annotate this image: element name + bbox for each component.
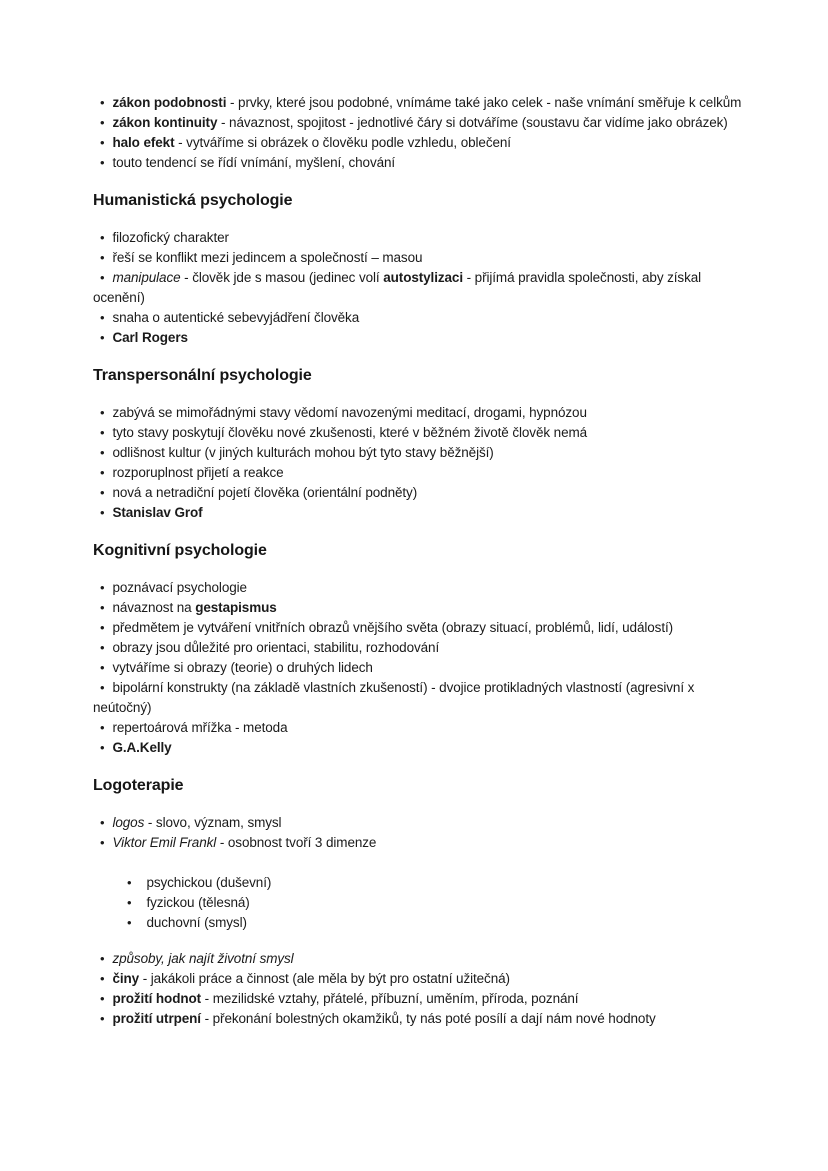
text-segment: - přijímá pravidla společnosti, aby získal ocenění) (93, 270, 702, 305)
bullet-item (93, 268, 754, 308)
bullet-icon: • (127, 915, 132, 930)
text-segment: fyzickou (tělesná) (146, 895, 250, 910)
text-segment: rozporuplnost přijetí a reakce (112, 465, 284, 480)
bullet-icon: • (100, 740, 105, 755)
text-segment: - překonání bolestných okamžiků, ty nás poté posílí a dají nám nové hodnoty (200, 1011, 656, 1026)
bullet-item (93, 503, 754, 523)
bullet-item (93, 93, 754, 113)
bullet-item (93, 133, 754, 153)
text-segment: poznávací psychologie (112, 580, 247, 595)
bullet-list (93, 813, 754, 853)
text-segment: touto tendencí se řídí vnímání, myšlení, chování (112, 155, 396, 170)
bullet-item (93, 578, 754, 598)
bullet-item (93, 678, 754, 718)
bullet-item (93, 328, 754, 348)
text-segment: Carl Rogers (112, 330, 188, 345)
bullet-item (93, 813, 754, 833)
bullet-item (93, 403, 754, 423)
bullet-icon: • (100, 971, 105, 986)
bullet-icon: • (100, 270, 105, 285)
bullet-icon: • (100, 600, 105, 615)
text-segment: repertoárová mřížka - metoda (112, 720, 288, 735)
text-segment: G.A.Kelly (112, 740, 172, 755)
bullet-icon: • (100, 250, 105, 265)
bullet-list (93, 949, 754, 1029)
bullet-list (93, 228, 754, 348)
text-segment: - prvky, které jsou podobné, vnímáme také jako celek - naše vnímání směřuje k celkům (226, 95, 742, 110)
text-segment: - člověk jde s masou (jedinec volí (180, 270, 384, 285)
text-segment: logos (112, 815, 145, 830)
bullet-item (93, 989, 754, 1009)
text-segment: duchovní (smysl) (146, 915, 247, 930)
bullet-item (93, 248, 754, 268)
sub-bullet-list (93, 873, 754, 933)
text-segment: Stanislav Grof (112, 505, 203, 520)
text-segment: obrazy jsou důležité pro orientaci, stabilitu, rozhodování (112, 640, 440, 655)
document-content (93, 93, 754, 1029)
bullet-item (93, 153, 754, 173)
bullet-icon: • (100, 680, 105, 695)
bullet-icon: • (100, 330, 105, 345)
bullet-item (93, 228, 754, 248)
bullet-icon: • (100, 1011, 105, 1026)
section-heading: Kognitivní psychologie (93, 542, 267, 559)
bullet-icon: • (100, 580, 105, 595)
bullet-icon: • (100, 485, 105, 500)
bullet-item (93, 638, 754, 658)
bullet-icon: • (100, 620, 105, 635)
text-segment: - vytváříme si obrázek o člověku podle vzhledu, oblečení (174, 135, 511, 150)
bullet-list (93, 93, 754, 173)
text-segment: návaznost na (112, 600, 196, 615)
text-segment: - mezilidské vztahy, přátelé, příbuzní, uměním, příroda, poznání (201, 991, 579, 1006)
bullet-icon: • (100, 115, 105, 130)
bullet-icon: • (100, 991, 105, 1006)
bullet-icon: • (127, 875, 132, 890)
text-segment: - jakákoli práce a činnost (ale měla by být pro ostatní užitečná) (139, 971, 510, 986)
bullet-icon: • (100, 951, 105, 966)
bullet-icon: • (127, 895, 132, 910)
bullet-item (93, 969, 754, 989)
text-segment: zákon kontinuity (112, 115, 218, 130)
text-segment: činy (112, 971, 140, 986)
text-segment: - slovo, význam, smysl (144, 815, 282, 830)
text-segment: filozofický charakter (112, 230, 229, 245)
bullet-icon: • (100, 835, 105, 850)
bullet-item (93, 1009, 754, 1029)
bullet-item (93, 443, 754, 463)
text-segment: předmětem je vytváření vnitřních obrazů vnějšího světa (obrazy situací, problémů, lidí, událostí) (112, 620, 674, 635)
bullet-icon: • (100, 720, 105, 735)
text-segment: odlišnost kultur (v jiných kulturách mohou být tyto stavy běžnější) (112, 445, 494, 460)
bullet-icon: • (100, 230, 105, 245)
bullet-item (93, 618, 754, 638)
bullet-icon: • (100, 155, 105, 170)
text-segment: manipulace (112, 270, 181, 285)
text-segment: Viktor Emil Frankl (112, 835, 217, 850)
bullet-icon: • (100, 815, 105, 830)
text-segment: - osobnost tvoří 3 dimenze (216, 835, 377, 850)
bullet-item (93, 463, 754, 483)
text-segment: - návaznost, spojitost - jednotlivé čáry si dotváříme (soustavu čar vidíme jako obrázek) (217, 115, 728, 130)
bullet-icon: • (100, 505, 105, 520)
bullet-item (93, 718, 754, 738)
bullet-item (93, 598, 754, 618)
section-heading: Humanistická psychologie (93, 192, 293, 209)
sub-bullet-item (93, 893, 754, 913)
text-segment: psychickou (duševní) (146, 875, 272, 890)
text-segment: nová a netradiční pojetí člověka (orientální podněty) (112, 485, 418, 500)
bullet-icon: • (100, 640, 105, 655)
bullet-item (93, 113, 754, 133)
text-segment: prožití hodnot (112, 991, 202, 1006)
bullet-item (93, 483, 754, 503)
text-segment: halo efekt (112, 135, 175, 150)
text-segment: zabývá se mimořádnými stavy vědomí navozenými meditací, drogami, hypnózou (112, 405, 587, 420)
text-segment: zákon podobnosti (112, 95, 227, 110)
text-segment: tyto stavy poskytují člověku nové zkušenosti, které v běžném životě člověk nemá (112, 425, 588, 440)
bullet-item (93, 423, 754, 443)
text-segment: způsoby, jak najít životní smysl (112, 951, 294, 966)
sub-bullet-item (93, 913, 754, 933)
bullet-icon: • (100, 425, 105, 440)
text-segment: vytváříme si obrazy (teorie) o druhých lidech (112, 660, 373, 675)
text-segment: prožití utrpení (112, 1011, 201, 1026)
text-segment: bipolární konstrukty (na základě vlastních zkušeností) - dvojice protikladných vlastností (agresivní x neútočný) (93, 680, 695, 715)
bullet-item (93, 308, 754, 328)
text-segment: řeší se konflikt mezi jedincem a společností – masou (112, 250, 423, 265)
bullet-list (93, 578, 754, 758)
bullet-item (93, 833, 754, 853)
bullet-icon: • (100, 465, 105, 480)
text-segment: autostylizaci (383, 270, 463, 285)
bullet-item (93, 738, 754, 758)
text-segment: gestapismus (195, 600, 277, 615)
section-heading: Logoterapie (93, 777, 184, 794)
sub-bullet-item (93, 873, 754, 893)
bullet-icon: • (100, 660, 105, 675)
bullet-icon: • (100, 310, 105, 325)
section-heading: Transpersonální psychologie (93, 367, 312, 384)
bullet-icon: • (100, 405, 105, 420)
bullet-icon: • (100, 95, 105, 110)
bullet-icon: • (100, 445, 105, 460)
text-segment: snaha o autentické sebevyjádření člověka (112, 310, 360, 325)
bullet-icon: • (100, 135, 105, 150)
bullet-item (93, 949, 754, 969)
bullet-list (93, 403, 754, 523)
bullet-item (93, 658, 754, 678)
